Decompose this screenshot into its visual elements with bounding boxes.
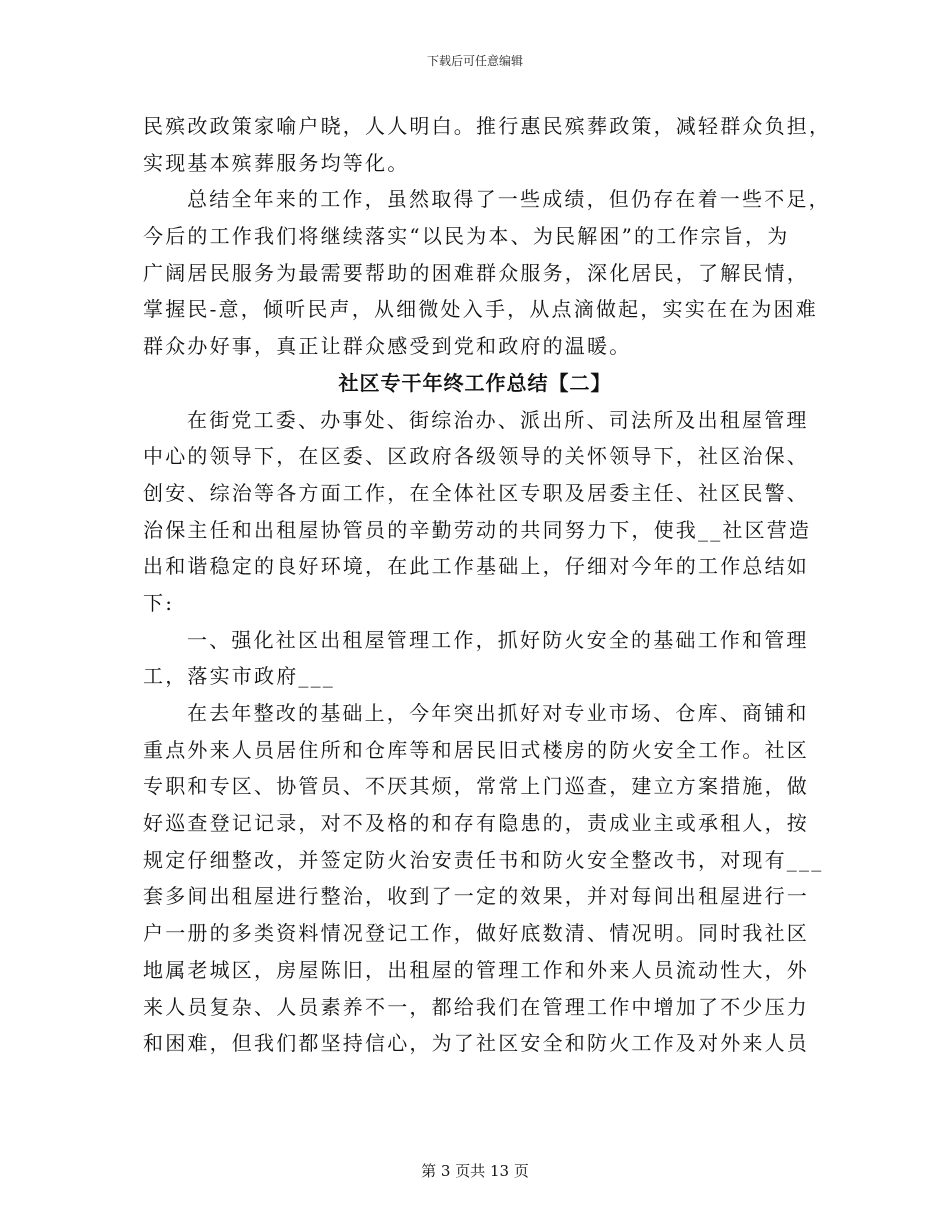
text-line: 规定仔细整改，并签定防火治安责任书和防火安全整改书，对现有___: [143, 847, 824, 872]
page-header: 下载后可任意编辑: [426, 54, 523, 68]
text-line: 群众办好事，真正让群众感受到党和政府的温暖。: [143, 334, 632, 359]
text-line: 户一册的多类资料情况登记工作，做好底数清、情况明。同时我社区: [143, 921, 809, 946]
text-line: 和困难，但我们都坚持信心，为了社区安全和防火工作及对外来人员: [143, 1031, 809, 1056]
text-line: 工，落实市政府___: [143, 664, 335, 689]
text-line: 掌握民-意，倾听民声，从细微处入手，从点滴做起，实实在在为困难: [143, 297, 818, 322]
text-line: 总结全年来的工作，虽然取得了一些成绩，但仍存在着一些不足，: [187, 187, 831, 212]
text-line: 地属老城区，房屋陈旧，出租屋的管理工作和外来人员流动性大，外: [143, 957, 809, 982]
text-line: 重点外来人员居住所和仓库等和居民旧式楼房的防火安全工作。社区: [143, 737, 809, 762]
text-line: 民殡改政策家喻户晓，人人明白。推行惠民殡葬政策，减轻群众负担，: [143, 114, 832, 138]
section-heading: 社区专干年终工作总结【二】: [338, 370, 612, 395]
text-line: 出和谐稳定的良好环境，在此工作基础上，仔细对今年的工作总结如: [143, 554, 809, 579]
text-line: 治保主任和出租屋协管员的辛勤劳动的共同努力下，使我__社区营造: [143, 517, 812, 542]
text-line: 专职和专区、协管员、不厌其烦，常常上门巡查，建立方案措施，做: [143, 774, 809, 799]
text-line: 创安、综治等各方面工作，在全体社区专职及居委主任、社区民警、: [143, 480, 809, 505]
text-line: 广阔居民服务为最需要帮助的困难群众服务，深化居民，了解民情，: [143, 260, 809, 285]
text-line: 在去年整改的基础上，今年突出抓好对专业市场、仓库、商铺和: [187, 701, 809, 725]
text-line: 实现基本殡葬服务均等化。: [143, 150, 410, 175]
text-line: 在街党工委、办事处、街综治办、派出所、司法所及出租屋管理: [187, 407, 809, 432]
page-footer: 第 3 页共 13 页: [421, 1162, 529, 1180]
text-line: 好巡查登记记录，对不及格的和存有隐患的，责成业主或承租人，按: [143, 811, 809, 836]
text-line: 套多间出租屋进行整治，收到了一定的效果，并对每间出租屋进行一: [143, 884, 809, 909]
text-line: 来人员复杂、人员素养不一，都给我们在管理工作中增加了不少压力: [143, 994, 809, 1019]
text-line: 一、强化社区出租屋管理工作，抓好防火安全的基础工作和管理: [187, 627, 809, 652]
text-line: 今后的工作我们将继续落实“以民为本、为民解困”的工作宗旨，为: [143, 224, 790, 249]
text-line: 下:: [143, 590, 175, 615]
document-body: [143, 108, 832, 1062]
text-line: 中心的领导下，在区委、区政府各级领导的关怀领导下，社区治保、: [143, 444, 809, 469]
